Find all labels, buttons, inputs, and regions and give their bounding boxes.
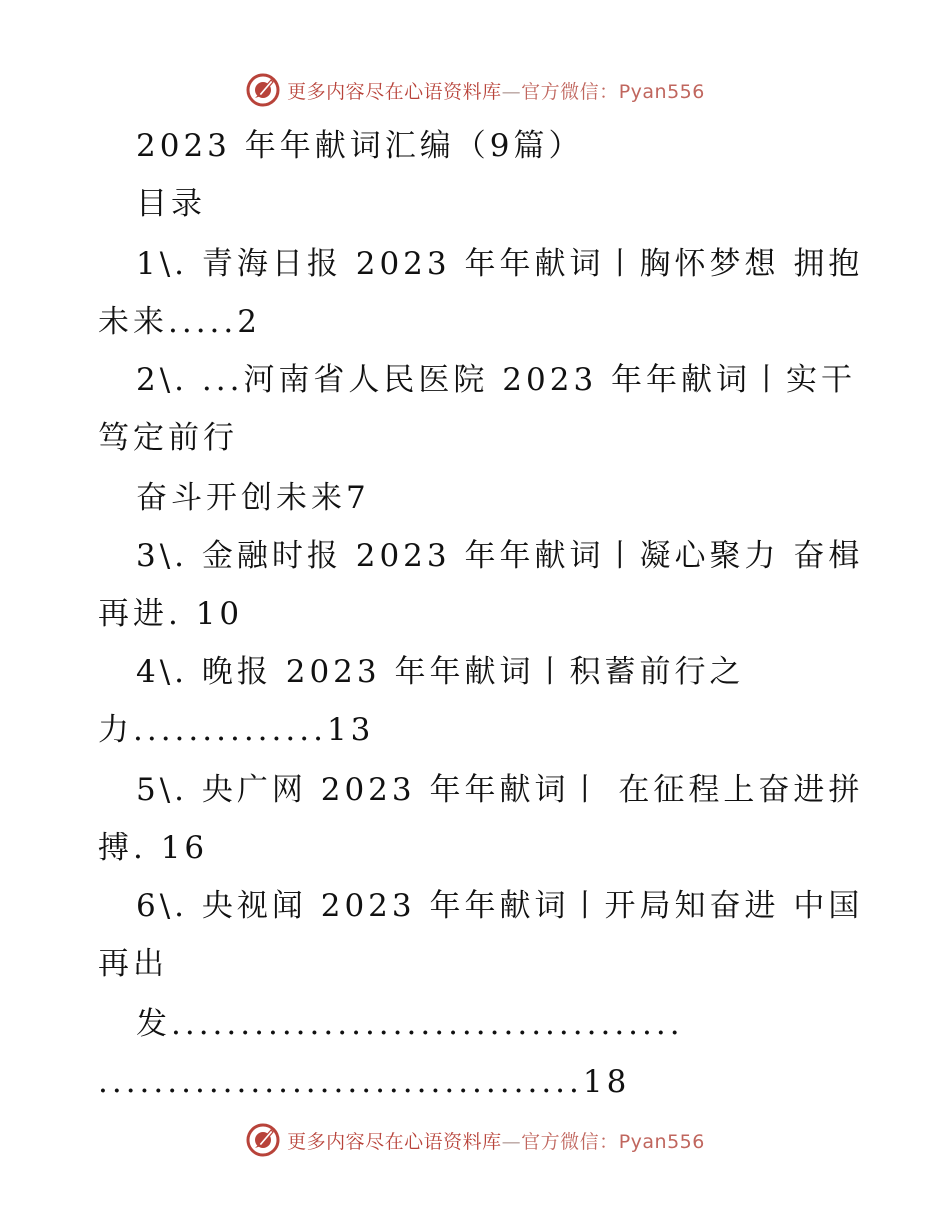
- banner-text: [287, 1127, 705, 1154]
- toc-entry-6[interactable]: 6\. 央视闻 2023 年年献词丨开局知奋进 中国: [136, 888, 864, 924]
- toc-entry-6-cont3[interactable]: ...................................18: [98, 1064, 631, 1100]
- toc-heading: 目录: [136, 186, 206, 222]
- banner-account: Pyan556: [618, 80, 705, 103]
- toc-entry-4[interactable]: 4\. 晚报 2023 年年献词丨积蓄前行之: [136, 654, 745, 690]
- footer-banner: [0, 1120, 950, 1160]
- toc-entry-3[interactable]: 3\. 金融时报 2023 年年献词丨凝心聚力 奋楫: [136, 538, 864, 574]
- toc-entry-1[interactable]: 1\. 青海日报 2023 年年献词丨胸怀梦想 拥抱: [136, 246, 864, 282]
- banner-suffix: 官方微信：: [521, 80, 619, 103]
- logo-icon: [245, 1122, 281, 1158]
- banner-suffix: 官方微信：: [521, 1130, 619, 1153]
- document-title: 2023 年年献词汇编（9篇）: [136, 128, 584, 164]
- toc-entry-2-cont[interactable]: 笃定前行: [98, 420, 238, 456]
- toc-entry-4-cont[interactable]: 力..............13: [98, 712, 375, 748]
- toc-entry-2[interactable]: 2\. ...河南省人民医院 2023 年年献词丨实干: [136, 362, 857, 398]
- toc-entry-2-cont2[interactable]: 奋斗开创未来7: [136, 480, 370, 516]
- banner-dash: —: [501, 80, 522, 103]
- banner-main: 更多内容尽在心语资料库: [287, 80, 502, 103]
- toc-entry-1-cont[interactable]: 未来.....2: [98, 304, 261, 340]
- toc-entry-6-cont2[interactable]: 发.....................................: [136, 1006, 684, 1042]
- banner-text: [287, 77, 705, 104]
- banner-main: 更多内容尽在心语资料库: [287, 1130, 502, 1153]
- banner-dash: —: [501, 1130, 522, 1153]
- toc-entry-3-cont[interactable]: 再进. 10: [98, 596, 244, 632]
- toc-entry-5-cont[interactable]: 搏. 16: [98, 830, 209, 866]
- toc-entry-6-cont[interactable]: 再出: [98, 946, 168, 982]
- banner-account: Pyan556: [618, 1130, 705, 1153]
- logo-icon: [245, 72, 281, 108]
- toc-entry-5[interactable]: 5\. 央广网 2023 年年献词丨 在征程上奋进拼: [136, 772, 864, 808]
- header-banner: [0, 70, 950, 110]
